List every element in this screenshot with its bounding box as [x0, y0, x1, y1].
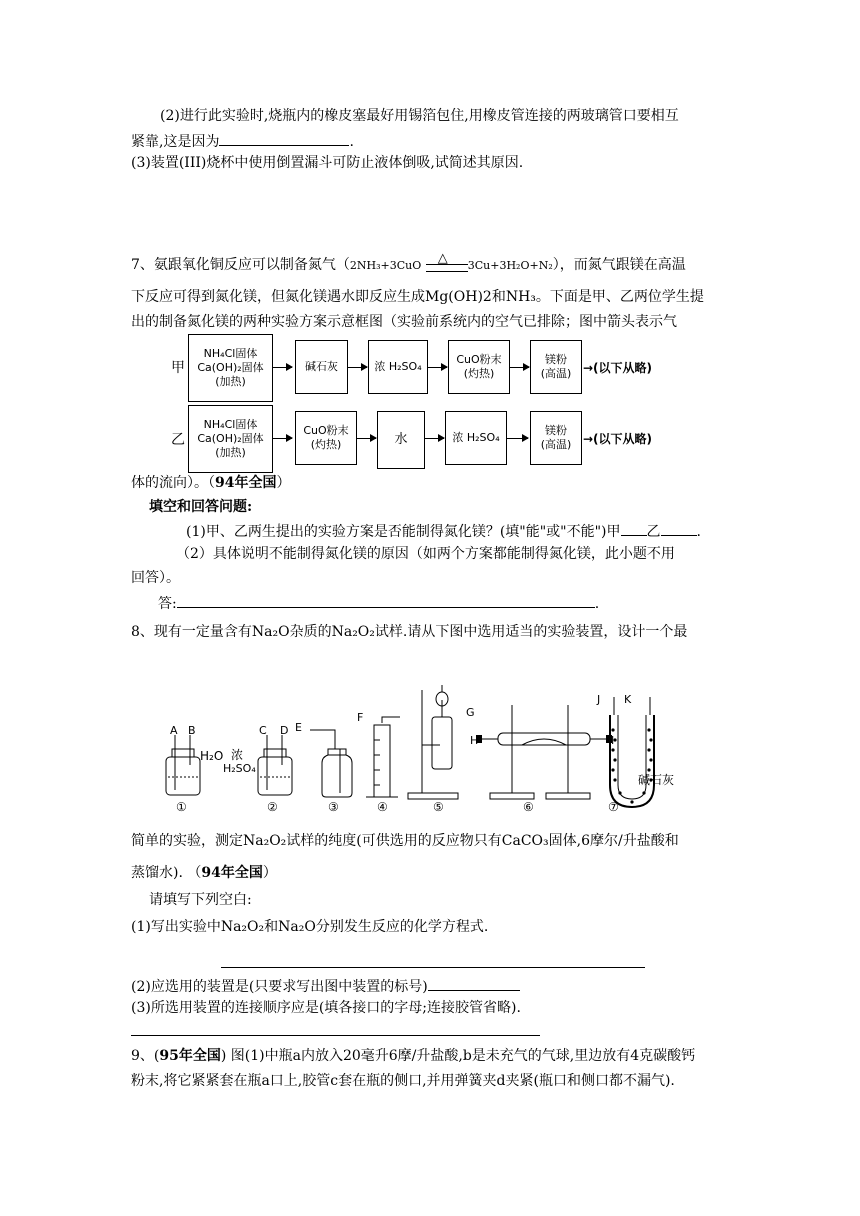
bottle-3 [322, 755, 352, 797]
flow-arrow [347, 367, 367, 368]
q7-question1: (1)甲、乙两生提出的实验方案是否能制得氮化镁？(填"能"或"不能")甲 乙 . [186, 521, 701, 541]
q6-part2-text: 紧靠,这是因为 [131, 134, 220, 150]
row-label-yi: 乙 [171, 432, 185, 448]
q7-line2: 下反应可得到氮化镁，但氮化镁遇水即反应生成Mg(OH)2和NH₃。下面是甲、乙两位学生提 [131, 289, 704, 305]
answer-blank-yi[interactable] [661, 521, 697, 536]
q7-fill-title: 填空和回答问题: [149, 499, 253, 515]
flow-tail-yi: →(以下从略) [583, 432, 653, 446]
label-D: D [280, 724, 289, 737]
q8-line3: 蒸馏水). （94年全国） [131, 865, 277, 881]
q8-part3: (3)所选用装置的连接顺序应是(填各接口的字母;连接胶管省略). [131, 1000, 521, 1016]
q8-part2: (2)应选用的装置是(只要求写出图中装置的标号) [131, 976, 520, 996]
answer-line-order[interactable] [131, 1035, 540, 1036]
flow-box-soda-lime: 碱石灰 [295, 340, 348, 394]
q9-line1: 9、(95年全国) 图(1)中瓶a内放入20毫升6摩/升盐酸,b是未充气的气球,里边放有4克碳酸钙 [131, 1048, 696, 1064]
apparatus-number-4: ④ [377, 800, 388, 814]
q8-line1: 8、现有一定量含有Na₂O杂质的Na₂O₂试样.请从下图中选用适当的实验装置，设计一个最 [131, 624, 688, 640]
apparatus-number-5: ⑤ [433, 800, 444, 814]
wash-bottle-2 [258, 757, 292, 795]
q7-answer: 答: . [158, 593, 599, 613]
q6-part3: (3)装置(III)烧杯中使用倒置漏斗可防止液体倒吸,试简述其原因. [131, 155, 524, 171]
label-h2so4: H₂SO₄ [223, 762, 256, 775]
q7-question2-line2: 回答）。 [131, 570, 180, 586]
label-H: H [470, 734, 479, 747]
answer-blank-jia[interactable] [621, 521, 647, 536]
u-tube [610, 715, 654, 807]
reaction-tube-5 [432, 717, 452, 769]
q7-line1: 7、氨跟氧化铜反应可以制备氮气（2NH₃+3CuO △ 3Cu+3H₂O+N₂），而氮气跟镁在高温 [131, 251, 686, 273]
flow-box-cuo-yi: CuO粉末 (灼热) [295, 411, 357, 465]
label-G: G [466, 706, 475, 719]
label-soda-lime: 碱石灰 [638, 773, 675, 787]
flow-arrow [272, 438, 292, 439]
label-A: A [170, 724, 178, 737]
q8-fill-prompt: 请填写下列空白: [149, 892, 252, 908]
flow-box-reagent-yi: NH₄Cl固体 Ca(OH)₂固体 (加热) [188, 405, 273, 473]
answer-line-equations[interactable] [221, 967, 645, 968]
q7-equation-right: 3Cu+3H₂O+N₂ [467, 259, 553, 272]
label-I: I [611, 734, 615, 747]
apparatus-number-2: ② [267, 800, 278, 814]
flow-box-cuo-jia: CuO粉末 (灼热) [448, 340, 510, 394]
flow-box-mg-yi: 镁粉 (高温) [530, 411, 582, 465]
apparatus-number-1: ① [176, 800, 187, 814]
q7-equation-left: 2NH₃+3CuO [349, 259, 422, 272]
flow-box-reagent-jia: NH₄Cl固体 Ca(OH)₂固体 (加热) [188, 334, 273, 402]
q8-part1: (1)写出实验中Na₂O₂和Na₂O分别发生反应的化学方程式. [131, 919, 489, 935]
label-h2o: H₂O [200, 749, 224, 763]
flow-arrow [427, 367, 447, 368]
flow-arrow [272, 367, 292, 368]
flow-box-water: 水 [377, 411, 425, 469]
wash-bottle-1 [166, 757, 200, 795]
apparatus-number-3: ③ [328, 800, 339, 814]
flow-box-h2so4-yi: 浓 H₂SO₄ [445, 411, 507, 465]
label-J: J [597, 693, 601, 706]
flow-arrow [506, 438, 528, 439]
q7-question2-line1: （2）具体说明不能制得氮化镁的原因（如两个方案都能制得氮化镁，此小题不用 [176, 546, 675, 562]
q8-line2: 简单的实验，测定Na₂O₂试样的纯度(可供选用的反应物只有CaCO₃固体,6摩尔/升盐酸和 [131, 833, 679, 849]
flow-tail-jia: →(以下从略) [583, 361, 653, 375]
label-B: B [188, 724, 196, 737]
q7-line3: 出的制备氮化镁的两种实验方案示意框图（实验前系统内的空气已排除；图中箭头表示气 [131, 314, 677, 330]
apparatus-number-6: ⑥ [523, 800, 534, 814]
graduated-cylinder [374, 725, 390, 797]
answer-blank[interactable] [219, 131, 349, 146]
q9-line2: 粉末,将它紧紧套在瓶a口上,胶管c套在瓶的侧口,并用弹簧夹d夹紧(瓶口和侧口都不漏气). [131, 1073, 675, 1089]
flow-arrow [509, 367, 529, 368]
label-nong: 浓 [231, 748, 244, 762]
row-label-jia: 甲 [171, 360, 185, 376]
q6-part2-line2: 紧靠,这是因为 . [131, 131, 354, 151]
flow-arrow [424, 438, 444, 439]
q7-line4: 体的流向）。（94年全国） [131, 475, 291, 491]
label-K: K [624, 693, 632, 706]
answer-blank-apparatus[interactable] [428, 976, 520, 991]
label-F: F [357, 711, 364, 724]
flow-box-mg-jia: 镁粉 (高温) [530, 340, 582, 394]
q6-part2-line1: (2)进行此实验时,烧瓶内的橡皮塞最好用锡箔包住,用橡皮管连接的两玻璃管口要相互 [160, 108, 679, 124]
flow-arrow [356, 438, 376, 439]
label-C: C [259, 724, 267, 737]
apparatus-number-7: ⑦ [608, 800, 619, 814]
q7-equation-condition: △ [426, 264, 468, 275]
stand-base-5 [408, 793, 458, 799]
label-E: E [295, 721, 302, 734]
flow-box-h2so4-jia: 浓 H₂SO₄ [368, 340, 428, 394]
answer-blank-reason[interactable] [177, 593, 595, 608]
